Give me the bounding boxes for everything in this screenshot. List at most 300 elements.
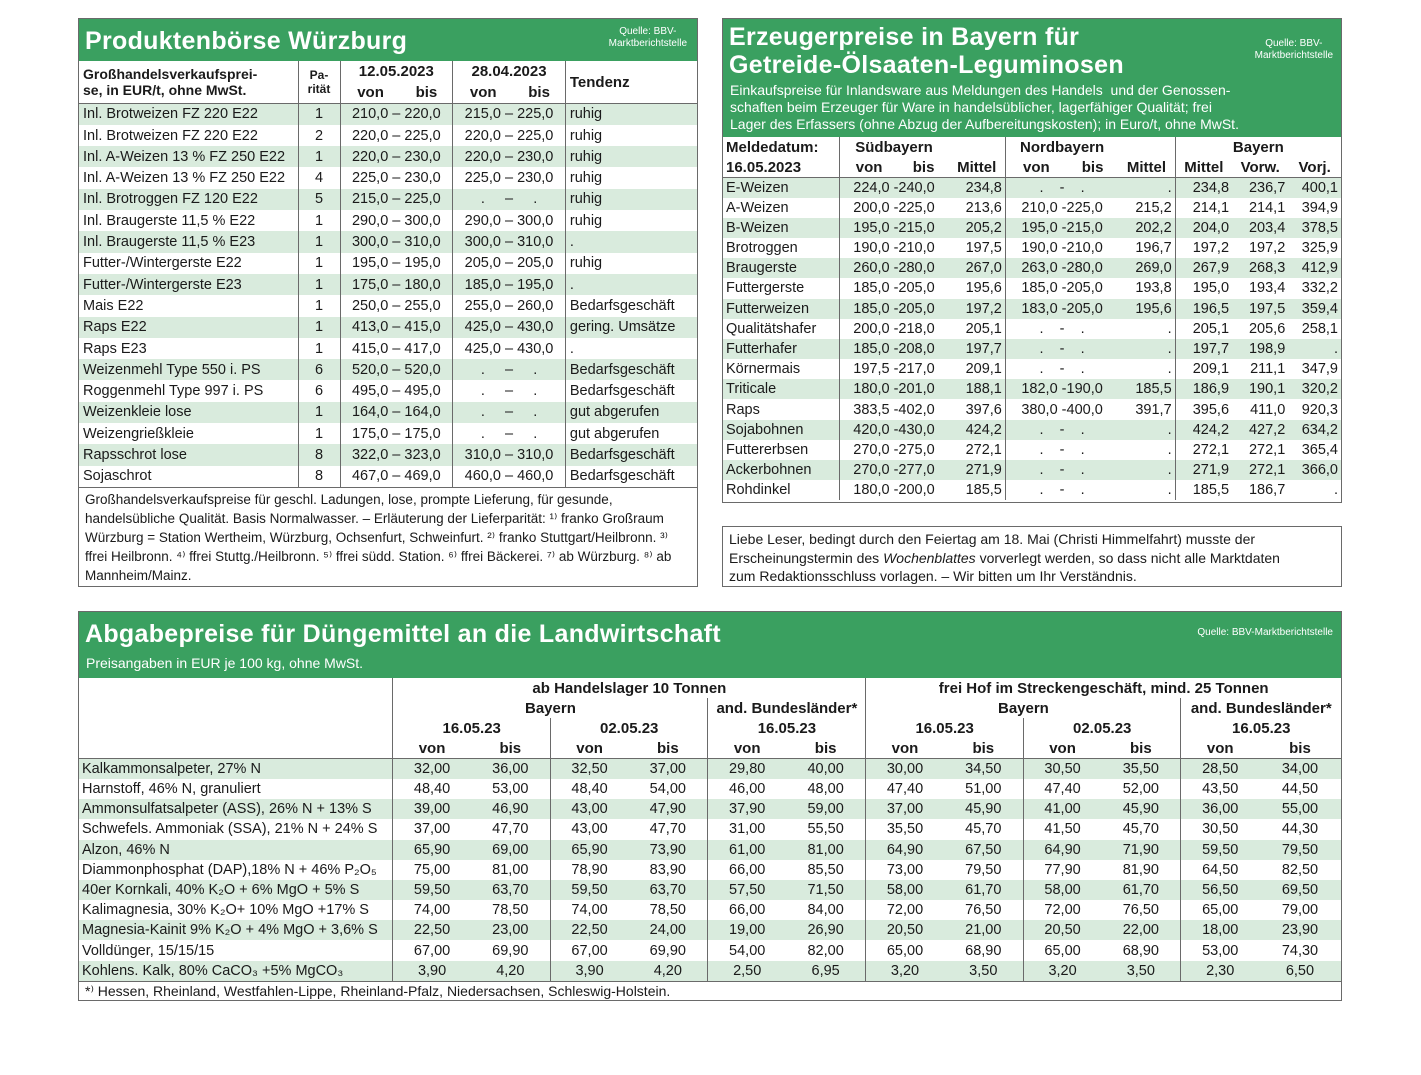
cell-sued-mittel: 185,5 [965,482,1002,499]
cell-price-current: 220,0 – 225,0 [340,125,453,146]
cell-product: Magnesia-Kainit 9% K₂O + 4% MgO + 3,6% S [79,920,393,940]
cell-price: 20,50 [1023,920,1101,940]
table-row [723,238,1341,258]
cell-price: 2,30 [1181,961,1259,981]
cell-tendenz: Bedarfsgeschäft [565,380,697,401]
cell-price-current: 495,0 – 495,0 [340,380,453,401]
cell-product: Inl. Brotweizen FZ 220 E22 [79,104,298,125]
cell-bayern-vorw: 197,5 [1232,299,1288,319]
cell-nord-range: 190,0 -210,0 [1005,238,1118,258]
cell-bayern-mittel: 195,0 [1175,278,1232,298]
cell-price-previous: 225,0 – 230,0 [453,167,566,188]
cell-price-previous: 205,0 – 205,0 [453,253,566,274]
cell-product: Harnstoff, 46% N, granuliert [82,781,261,798]
cell-bayern-vorw: 193,4 [1248,280,1286,297]
cell-parity: 6 [298,380,340,401]
cell-product: Mais E22 [83,297,144,314]
cell-nord-range: . - . [1005,440,1118,460]
cell-product: Triticale [723,379,839,399]
table-row [723,258,1341,278]
table-row [79,253,697,274]
cell-price: 74,30 [1281,942,1319,959]
cell-bayern-mittel: 205,1 [1175,319,1232,339]
table-row [79,274,697,295]
cell-bayern-vorj: 365,4 [1301,441,1338,458]
cell-price-previous: . – . [453,380,566,401]
cell-price: 61,00 [708,840,786,860]
table-row [723,177,1341,197]
table-row [79,380,697,401]
cell-price: 2,50 [708,961,786,981]
cell-product: Sojaschrot [83,468,152,485]
panel-title: Produktenbörse Würzburg [85,27,408,55]
source-label: Quelle: BBV- Marktberichtstelle [1254,38,1333,61]
cell-nord-range: . - . [1005,339,1118,359]
cell-product: Inl. Braugerste 11,5 % E23 [79,231,298,252]
column-header-parity: Pa- rität [298,61,340,104]
cell-price: 46,90 [471,799,551,819]
cell-bayern-vorj: 920,3 [1301,401,1338,418]
table-row [79,189,697,210]
column-header-tendenz: Tendenz [565,61,697,104]
cell-price: 4,20 [471,961,551,981]
cell-nord-range: . - . [1005,177,1118,197]
notice-text: vorverlegt werden, so dass nicht alle Marktdaten [975,549,1280,566]
cell-price: 41,00 [1023,799,1101,819]
cell-nord-mittel: . [1167,320,1172,337]
cell-parity: 1 [298,274,340,295]
cell-price-current: 520,0 – 520,0 [340,359,453,380]
cell-bayern-vorj: . [1333,482,1338,499]
cell-price-current: 210,0 – 220,0 [340,104,453,125]
column-header-bis: bis [415,84,438,102]
cell-price: 48,00 [807,781,844,798]
table-row [723,339,1341,359]
cell-nord-mittel: 269,0 [1118,258,1175,278]
cell-price: 45,90 [944,799,1024,819]
table-row [79,402,697,423]
cell-price: 54,00 [649,781,686,798]
cell-price: 76,50 [965,902,1002,919]
cell-price: 31,00 [708,819,786,839]
table-row [79,317,697,338]
table-row [79,338,697,359]
cell-parity: 1 [298,104,340,125]
cell-price: 65,90 [393,840,471,860]
column-header-bis: bis [528,84,550,102]
footnote: Großhandelsverkaufspreise für geschl. Ladungen, lose, prompte Lieferung, für gesunde, handelsübliche Qualität. Basis Normalwasser. – Erläuterung der Lieferparität: ¹⁾ franko Großraum Würzburg = Station Wertheim, Würzburg, Ochsenfurt, Schweinfurt. ²⁾ franko Stuttgart/Heilbronn. ³⁾ ffrei Heilbronn. ⁴⁾ ffrei Stuttg./Heilbronn. ⁵⁾ ffrei südd. Station. ⁶⁾ ffrei Bäckerei. ⁷⁾ ab Würzburg. ⁸⁾ ab Mannheim/Mainz. [79,487,697,587]
cell-bayern-mittel: 196,5 [1175,299,1232,319]
cell-price: 3,50 [944,961,1024,981]
cell-bayern-mittel: 395,6 [1175,399,1232,419]
cell-sued-range: 195,0 -215,0 [839,218,949,238]
cell-product: Raps E23 [83,340,147,357]
duengemittel-panel [78,611,1342,1001]
cell-bayern-vorw: 236,7 [1232,177,1288,197]
table-row [79,146,697,167]
cell-price: 22,50 [393,920,471,940]
cell-price: 36,00 [1181,799,1259,819]
cell-nord-range: 380,0 -400,0 [1005,399,1118,419]
cell-product: Ackerbohnen [723,460,839,480]
cell-bayern-vorj: 347,9 [1301,361,1338,378]
column-header-von: von [1005,157,1067,177]
column-header-bayern: Bayern [1175,137,1341,157]
panel-header [79,19,697,61]
column-header-date: 02.05.23 [1023,718,1181,738]
cell-price: 32,00 [393,759,471,779]
cell-sued-mittel: 271,9 [949,460,1006,480]
cell-parity: 1 [298,317,340,338]
cell-nord-mittel: . [1167,482,1172,499]
cell-product: Futterhafer [723,339,839,359]
cell-bayern-vorj: 258,1 [1301,320,1338,337]
cell-bayern-vorj: 325,9 [1301,240,1338,257]
cell-price: 3,90 [393,961,471,981]
cell-parity: 8 [298,466,340,487]
cell-price-current: 195,0 – 195,0 [340,253,453,274]
cell-bayern-vorw: 268,3 [1232,258,1288,278]
cell-nord-mittel: 185,5 [1118,379,1175,399]
column-header-bis: bis [814,739,837,757]
cell-price: 44,30 [1281,821,1319,838]
cell-price: 82,50 [1281,861,1319,878]
notice-line: zum Redaktionsschluss vorlagen. – Wir bitten um Ihr Verständnis. [729,568,1137,584]
cell-bayern-vorw: 205,6 [1248,320,1286,337]
cell-bayern-vorj: 400,1 [1288,177,1341,197]
cell-price-previous: . – . [453,423,566,444]
table-header [723,137,1341,157]
cell-tendenz: . [565,338,697,359]
cell-price: 3,20 [1023,961,1101,981]
cell-nord-mittel: 215,2 [1135,199,1172,216]
column-header-date: 02.05.23 [550,718,708,738]
cell-bayern-mittel: 197,2 [1175,238,1232,258]
cell-product: Körnermais [726,361,801,378]
cell-tendenz: ruhig [565,253,697,274]
panel-title-line1: Erzeugerpreise in Bayern für [729,23,1080,51]
cell-price-current: 175,0 – 175,0 [340,423,453,444]
cell-product: E-Weizen [723,177,839,197]
cell-bayern-vorw: 427,2 [1232,420,1288,440]
cell-price: 6,95 [786,961,866,981]
footnote: *⁾ Hessen, Rheinland, Westfahlen-Lippe, Rheinland-Pfalz, Niedersachsen, Schleswig-Holstein. [79,981,1341,1001]
cell-price: 30,50 [1181,819,1259,839]
cell-product: Schwefels. Ammoniak (SSA), 21% N + 24% S [82,821,378,838]
table-row [79,759,1341,779]
cell-tendenz: . [565,274,697,295]
cell-sued-mittel: 234,8 [949,177,1006,197]
cell-price-current: 467,0 – 469,0 [340,466,453,487]
cell-price: 46,00 [708,779,786,799]
table-header [79,61,697,82]
cell-product: Kalkammonsalpeter, 27% N [79,759,393,779]
cell-price: 66,00 [708,860,786,880]
cell-nord-mittel: . [1167,361,1172,378]
cell-price: 30,50 [1023,759,1101,779]
column-header-date: 16.05.23 [708,718,866,738]
cell-price: 20,50 [866,920,944,940]
cell-price: 72,00 [866,900,944,920]
cell-price: 37,00 [866,799,944,819]
cell-price: 68,90 [1122,942,1159,959]
cell-price-current: 250,0 – 255,0 [340,295,453,316]
cell-nord-mittel: 195,6 [1118,299,1175,319]
cell-price: 66,00 [708,900,786,920]
cell-price: 65,90 [550,840,628,860]
cell-bayern-mittel: 214,1 [1175,198,1232,218]
cell-bayern-vorj: 359,4 [1288,299,1341,319]
cell-price: 48,40 [393,779,471,799]
cell-price: 79,00 [1281,902,1319,919]
cell-sued-mittel: 397,6 [965,401,1002,418]
cell-nord-range: . - . [1005,460,1118,480]
cell-nord-range: . - . [1005,359,1118,379]
table-row [79,104,697,125]
cell-bayern-vorj: . [1288,339,1341,359]
cell-price: 37,00 [393,819,471,839]
column-header-and-bundeslaender: and. Bundesländer* [1181,698,1341,718]
cell-tendenz: Bedarfsgeschäft [565,444,697,465]
cell-price: 37,00 [628,759,708,779]
cell-price: 45,70 [1122,821,1159,838]
cell-bayern-vorw: 198,9 [1232,339,1288,359]
cell-sued-mittel: 209,1 [965,361,1002,378]
cell-bayern-mittel: 186,9 [1175,379,1232,399]
cell-price: 71,90 [1101,840,1181,860]
cell-sued-range: 180,0 -200,0 [839,480,949,500]
column-header-product: Großhandelsverkaufsprei- se, in EUR/t, ohne MwSt. [83,66,258,99]
cell-product: Futtergerste [726,280,805,297]
cell-sued-range: 185,0 -205,0 [839,299,949,319]
cell-price-previous: 290,0 – 300,0 [453,210,566,231]
cell-price-current: 225,0 – 230,0 [340,167,453,188]
table-row [723,198,1341,218]
cell-nord-range: 185,0 -205,0 [1005,278,1118,298]
cell-product: Rapsschrot lose [79,444,298,465]
table-row [79,444,697,465]
table-row [79,167,697,188]
cell-price: 65,00 [1181,900,1259,920]
column-header-bis: bis [499,739,522,757]
cell-parity: 1 [298,210,340,231]
cell-price: 61,70 [944,880,1024,900]
cell-bayern-vorj: 332,2 [1301,280,1338,297]
cell-price: 67,00 [393,940,471,960]
cell-price: 64,90 [866,840,944,860]
cell-price: 45,90 [1101,799,1181,819]
cell-price: 79,50 [965,861,1002,878]
cell-price: 43,00 [550,819,628,839]
cell-product: Volldünger, 15/15/15 [82,942,215,959]
cell-sued-mittel: 272,1 [965,441,1002,458]
cell-bayern-vorw: 272,1 [1232,460,1288,480]
cell-sued-range: 200,0 -225,0 [839,198,949,218]
cell-price: 44,50 [1281,781,1319,798]
cell-price: 3,20 [866,961,944,981]
cell-sued-mittel: 213,6 [965,199,1002,216]
cell-product: Ammonsulfatsalpeter (ASS), 26% N + 13% S [79,799,393,819]
cell-product: Weizenkleie lose [79,402,298,423]
column-header-bayern: Bayern [866,698,1181,718]
cell-bayern-mittel: 197,7 [1175,339,1232,359]
cell-bayern-vorw: 214,1 [1248,199,1286,216]
cell-bayern-vorj: 320,2 [1288,379,1341,399]
column-header-bis: bis [1289,739,1311,757]
cell-nord-mittel: 202,2 [1118,218,1175,238]
cell-bayern-vorj: 412,9 [1288,258,1341,278]
cell-price: 55,50 [807,821,844,838]
erzeugerpreise-table [723,137,1341,500]
cell-bayern-mittel: 271,9 [1175,460,1232,480]
cell-price: 51,00 [965,781,1002,798]
cell-price: 26,90 [786,920,866,940]
cell-price-previous: 215,0 – 225,0 [453,104,566,125]
cell-price-previous: 425,0 – 430,0 [453,338,566,359]
table-row [79,920,1341,940]
cell-price: 82,00 [807,942,844,959]
cell-nord-mittel: . [1118,420,1175,440]
cell-nord-range: . - . [1005,480,1118,500]
cell-product: Inl. Brotroggen FZ 120 E22 [79,189,298,210]
cell-bayern-vorj: 394,9 [1301,199,1338,216]
cell-price: 69,90 [492,942,529,959]
cell-sued-range: 383,5 -402,0 [839,399,949,419]
cell-price: 71,50 [786,880,866,900]
source-label: Quelle: BBV- Marktberichtstelle [608,26,687,49]
cell-nord-range: 210,0 -225,0 [1005,198,1118,218]
cell-price: 36,00 [471,759,551,779]
cell-sued-mittel: 197,7 [949,339,1006,359]
cell-product: Kalimagnesia, 30% K₂O+ 10% MgO +17% S [82,902,369,919]
cell-sued-range: 270,0 -277,0 [839,460,949,480]
column-header-mittel: Mittel [957,158,997,176]
column-header-bis: bis [1081,158,1104,176]
column-header-and-bundeslaender: and. Bundesländer* [708,698,866,718]
column-header-mittel: Mittel [1175,157,1232,177]
column-header-von: von [839,157,899,177]
cell-sued-range: 224,0 -240,0 [839,177,949,197]
table-row [79,900,1341,920]
cell-product: Weizengrießkleie [83,425,194,442]
cell-nord-range: 182,0 -190,0 [1005,379,1118,399]
table-row [79,210,697,231]
cell-price: 34,00 [1259,759,1341,779]
cell-tendenz: gut abgerufen [565,402,697,423]
table-row [79,880,1341,900]
cell-product: Alzon, 46% N [79,840,393,860]
cell-price-previous: . – . [453,189,566,210]
cell-product: Futter-/Wintergerste E22 [83,255,242,272]
cell-sued-mittel: 197,5 [965,240,1002,257]
table-row [723,460,1341,480]
cell-price-current: 415,0 – 417,0 [340,338,453,359]
table-row [723,379,1341,399]
cell-price: 4,20 [628,961,708,981]
cell-price: 35,50 [866,819,944,839]
notice-line [729,549,1335,568]
column-header-date: 16.05.23 [866,718,1024,738]
duengemittel-table [79,678,1341,981]
table-row [79,840,1341,860]
table-row [79,423,697,444]
cell-sued-range: 180,0 -201,0 [839,379,949,399]
cell-parity: 5 [298,189,340,210]
cell-price: 59,00 [786,799,866,819]
cell-product: B-Weizen [723,218,839,238]
column-header-von: von [550,739,628,759]
column-header-bis: bis [656,739,679,757]
panel-title-line2: Getreide-Ölsaaten-Leguminosen [729,51,1124,79]
column-header-suedbayern: Südbayern [839,137,949,157]
column-header-bayern: Bayern [393,698,708,718]
cell-price: 78,50 [649,902,686,919]
cell-price: 55,00 [1259,799,1341,819]
cell-price: 52,00 [1122,781,1159,798]
table-row [723,359,1341,379]
cell-tendenz: . [565,231,697,252]
cell-price-previous: 255,0 – 260,0 [453,295,566,316]
cell-nord-mittel: . [1118,177,1175,197]
cell-price: 85,50 [807,861,844,878]
cell-price: 76,50 [1122,902,1159,919]
erzeugerpreise-panel [722,18,1342,503]
cell-bayern-mittel: 209,1 [1175,359,1232,379]
notice-emphasis: Wochenblattes [883,549,976,566]
cell-price: 64,50 [1181,860,1259,880]
cell-price-previous: 425,0 – 430,0 [453,317,566,338]
cell-bayern-vorw: 211,1 [1250,361,1286,378]
cell-product: Kohlens. Kalk, 80% CaCO₃ +5% MgCO₃ [79,961,393,981]
column-header-von: von [1023,739,1101,759]
cell-nord-mittel: . [1167,441,1172,458]
cell-parity: 1 [298,146,340,167]
cell-product: Diammonphosphat (DAP),18% N + 46% P₂O₅ [82,861,377,878]
cell-price: 79,50 [1259,840,1341,860]
cell-price: 21,00 [944,920,1024,940]
cell-price: 47,70 [649,821,686,838]
table-row [79,359,697,380]
cell-bayern-mittel: 267,9 [1175,258,1232,278]
table-row [723,399,1341,419]
cell-price: 53,00 [1181,940,1259,960]
cell-bayern-mittel: 234,8 [1175,177,1232,197]
cell-price-previous: 220,0 – 230,0 [453,146,566,167]
table-row [79,940,1341,960]
cell-price-previous: 185,0 – 195,0 [453,274,566,295]
cell-price: 39,00 [393,799,471,819]
column-header-vorw: Vorw. [1240,158,1280,176]
cell-product: Futter-/Wintergerste E23 [79,274,298,295]
cell-price-previous: 310,0 – 310,0 [453,444,566,465]
column-header-nordbayern: Nordbayern [1005,137,1118,157]
column-header-bis: bis [972,739,995,757]
cell-price: 74,00 [393,900,471,920]
cell-sued-range: 270,0 -275,0 [839,440,949,460]
cell-price: 69,90 [649,942,686,959]
table-row [79,466,697,487]
panel-subtitle: Einkaufspreise für Inlandsware aus Meldungen des Handels und der Genossen- schaften beim Erzeuger für Ware in handelsüblicher, lagerfähiger Qualität; frei Lager des Erfassers (ohne Abzug der Aufbereitungskosten); in Euro/t, ohne MwSt. [730,82,1239,132]
cell-price: 74,00 [550,900,628,920]
cell-product: Inl. Brotweizen FZ 220 E22 [83,127,258,144]
cell-tendenz: ruhig [565,104,697,125]
cell-price: 47,90 [628,799,708,819]
column-header-bis: bis [1130,739,1152,757]
cell-price: 83,90 [649,861,686,878]
notice-text: Erscheinungstermin des [729,549,884,566]
cell-price: 43,00 [550,799,628,819]
cell-product: Qualitätshafer [726,320,817,337]
